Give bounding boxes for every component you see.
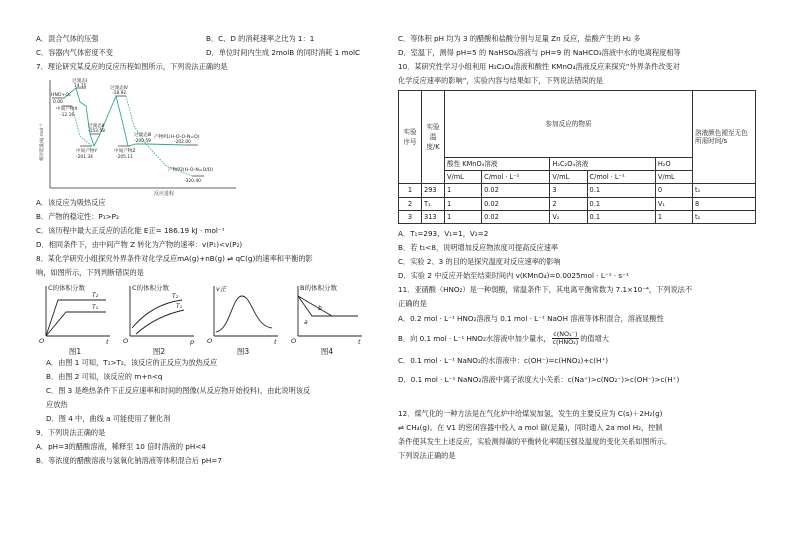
table-header-h2o: H₂O [655, 158, 692, 171]
spacer [398, 389, 768, 409]
q11-option-d: D．0.1 mol · L⁻¹ NaNO₂溶液中离子浓度大小关系：c(Na⁺)>c(NO₂⁻)>c(OH⁻)>c(H⁺) [398, 374, 680, 384]
table-unit-v3: V/mL [655, 171, 692, 184]
q8-fig4-b: b [318, 305, 322, 312]
q7-label-ts1: 过渡态Ⅰ [72, 79, 88, 84]
q8-figures [36, 282, 386, 356]
q6-option-d: D．单位时间内生成 2molB 的同时消耗 1 molC [206, 48, 360, 57]
q7-label-ts2: 过渡态Ⅱ [88, 124, 105, 129]
q8-fig2-ylabel: C的体积分数 [132, 284, 170, 292]
q8-fig3-ylabel: v正 [216, 285, 227, 293]
table-cell: T₁ [422, 197, 445, 210]
table-cell: 2 [550, 197, 587, 210]
table-cell: 293 [422, 184, 445, 197]
q11-fraction-denominator: c(HNO₂) [552, 337, 579, 346]
q8-figure-3 [204, 282, 282, 356]
q8-option-b: B．由图 2 可知，该反应的 m+n<q [46, 372, 163, 382]
table-cell: t₂ [693, 210, 756, 223]
q7-option-a: A．该反应为吸热反应 [36, 198, 106, 207]
table-header-row-1 [399, 91, 756, 158]
q10-option-a: A．T₁=293，V₁=1，V₂=2 [398, 229, 489, 239]
right-column [398, 34, 768, 465]
q7-label-ts2-val: -153.58 [88, 129, 105, 134]
q12-stem-4: 下列说法正确的是 [398, 450, 456, 460]
q8-fig2-t2: T₂ [172, 293, 179, 300]
q8-option-a: A．由图 1 可知，T₁>T₂，该反应的正反应为放热反应 [46, 358, 218, 368]
q11-stem-2: 正确的是 [398, 299, 427, 309]
q8-fig3-caption: 图3 [236, 347, 250, 356]
table-header-kmno4: 酸性 KMnO₄溶液 [445, 158, 550, 171]
q10-option-d: D．实验 2 中反应开始至结束时间内 v(KMnO₄)=0.0025mol · L⁻¹ · s⁻¹ [398, 271, 629, 281]
q12-stem-3: 条件使其发生上述反应，实验测得碳的平衡转化率随压强及温度的变化关系如图所示。 [398, 436, 672, 446]
q7-label-ts3-val: -18.92 [112, 91, 127, 96]
table-unit-c1: C/mol · L⁻¹ [482, 171, 550, 184]
q8-figure-3-plot [204, 282, 282, 346]
q8-fig2-xlabel: p [190, 338, 195, 346]
q9-option-a: A．pH=3的醋酸溶液，稀释至 10 倍时溶液的 pH<4 [36, 442, 206, 452]
q6-option-c: C．容器内气体密度不变 [36, 48, 113, 57]
table-cell: 1 [399, 184, 422, 197]
table-header-no: 实验序号 [399, 91, 422, 184]
q7-label-x-val: -12.16 [60, 113, 75, 118]
q10-option-b: B．若 t₁<8，说明增加反应物浓度可提高反应速率 [398, 243, 559, 253]
table-cell: 0.1 [587, 184, 655, 197]
q10-stem-1: 10．某研究性学习小组利用 H₂C₂O₄溶液和酸性 KMnO₄溶液反应来探究“外界条件改变对 [398, 62, 680, 71]
q6-options-row2 [36, 48, 386, 57]
q11-option-c: C．0.1 mol · L⁻¹ NaNO₂的水溶液中：c(OH⁻)=c(HNO₂)+c(H⁺) [398, 355, 609, 365]
q8-figure-1 [36, 282, 114, 356]
q7-energy-diagram [36, 76, 246, 198]
table-header-time: 溶液颜色褪至无色所需时间/s [693, 91, 756, 184]
table-cell: 0.02 [482, 184, 550, 197]
q7-diagram-xlabel: 反应进程 [154, 191, 175, 197]
q6-option-b: B．C、D 的消耗速率之比为 1：1 [206, 34, 315, 43]
table-header-temp: 实验温度/K [422, 91, 445, 184]
table-cell: 0.1 [587, 197, 655, 210]
q10-stem-2: 化学反应速率的影响”，实验内容与结果如下，下列说法错误的是 [398, 76, 603, 85]
table-unit-c2: C/mol · L⁻¹ [587, 171, 655, 184]
q8-fig2-t1: T₁ [176, 303, 183, 310]
table-unit-v2: V/mL [550, 171, 587, 184]
q12-stem-1: 12．煤气化的一种方法是在气化炉中给煤炭加氢，发生的主要反应为 C(s)＋2H₂(g) [398, 408, 663, 418]
q11-fraction-numerator: c(NO₂⁻) [553, 330, 578, 339]
table-cell: 0.02 [482, 197, 550, 210]
q8-fig1-t1: T₁ [92, 304, 99, 311]
q8-stem-2: 响，如图所示，下列判断错误的是 [36, 268, 144, 277]
q8-fig3-origin: O [207, 337, 213, 345]
q7-label-p1: 产物P1(H-O-O-N=O) [154, 135, 200, 140]
q7-label-y-val: -201.34 [76, 155, 93, 160]
q7-label-x: 中间产物X [56, 107, 78, 112]
q10-experiment-table [398, 90, 756, 224]
table-cell: 1 [655, 210, 692, 223]
table-cell: 2 [399, 197, 422, 210]
q7-label-p1-val: -202.00 [174, 140, 191, 145]
q7-stem: 7．理论研究某反应的反应历程如图所示，下列说法正确的是 [36, 62, 228, 71]
table-header-reagents: 参加反应的物质 [445, 91, 693, 158]
q11-option-b-fraction [552, 331, 580, 345]
q7-diagram-ylabel: 相对能量/kJ·mol⁻¹ [40, 123, 45, 161]
q8-option-c-1: C．图 3 是绝热条件下正反应速率和时间的图像(从反应物开始投料)，由此说明该反 [46, 386, 311, 396]
q8-fig1-t2: T₂ [92, 292, 99, 299]
q7-label-p2-val: -320.40 [184, 179, 201, 184]
q6-options-row1 [36, 34, 386, 43]
q11-option-b-post: 的值增大 [580, 333, 609, 343]
q7-option-d: D．相同条件下，由中间产物 Z 转化为产物的速率：v(P₁)<v(P₂) [36, 240, 243, 249]
q12-stem-2: ⇌ CH₄(g)。在 V1 的密闭容器中投入 a mol 碳(足量)，同时通入 2a mol H₂，控制 [398, 422, 663, 432]
q8-fig4-xlabel: t [358, 338, 361, 346]
table-row [399, 184, 756, 197]
q9-option-d: D．室温下，测得 pH=5 的 NaHSO₄溶液与 pH=9 的 NaHCO₃溶液中水的电离程度相等 [398, 48, 681, 57]
q10-option-c: C．实验 2、3 的目的是探究温度对反应速率的影响 [398, 257, 561, 267]
q8-figure-2-plot [120, 282, 198, 346]
table-cell: t₁ [693, 184, 756, 197]
q7-label-z-val: -205.11 [116, 155, 133, 160]
table-row [399, 197, 756, 210]
q7-label-y: 中间产物Y [76, 149, 98, 154]
table-cell: 8 [693, 197, 756, 210]
q8-fig1-origin: O [39, 337, 45, 345]
q11-option-b [398, 331, 768, 345]
q9-option-c: C．等体积 pH 均为 3 的醋酸和盐酸分别与足量 Zn 反应，盐酸产生的 H₂ 多 [398, 34, 641, 43]
table-unit-v1: V/mL [445, 171, 482, 184]
q8-figure-2 [120, 282, 198, 356]
q8-option-d: D．图 4 中，曲线 a 可能使用了催化剂 [46, 414, 171, 424]
q8-figure-4-plot [288, 282, 366, 346]
q11-stem-1: 11．亚硝酸（HNO₂）是一种弱酸，常温条件下，其电离平衡常数为 7.1×10⁻⁴，下列说法不 [398, 285, 693, 295]
q8-fig2-caption: 图2 [152, 347, 166, 356]
left-column [36, 34, 386, 470]
q11-option-b-pre: B．向 0.1 mol · L⁻¹ HNO₂水溶液中加少量水， [398, 333, 551, 343]
q11-option-a: A．0.2 mol · L⁻¹ HNO₂溶液与 0.1 mol · L⁻¹ NaOH 溶液等体积混合，溶液显酸性 [398, 314, 664, 324]
q8-fig1-xlabel: t [106, 338, 109, 346]
table-cell: 0.1 [587, 210, 655, 223]
q8-figure-4 [288, 282, 366, 356]
table-header-h2c2o4: H₂C₂O₄溶液 [550, 158, 655, 171]
q8-fig3-xlabel: t [274, 338, 277, 346]
table-cell: 3 [399, 210, 422, 223]
q8-fig4-caption: 图4 [320, 347, 334, 356]
q8-fig2-origin: O [123, 337, 129, 345]
q7-option-c: C．该历程中最大正反应的活化能 E正= 186.19 kJ · mol⁻¹ [36, 226, 225, 235]
q9-option-b: B．等浓度的醋酸溶液与氢氧化钠溶液等体积混合后 pH=7 [36, 456, 222, 466]
q8-stem-1: 8．某化学研究小组探究外界条件对化学反应mA(g)+nB(g) ⇌ qC(g)的速率和平衡的影 [36, 254, 313, 263]
q8-option-c-2: 应放热 [46, 400, 68, 410]
q9-stem: 9．下列说法正确的是 [36, 428, 106, 438]
table-cell: 1 [445, 210, 482, 223]
q8-fig4-origin: O [291, 337, 297, 345]
table-cell: 1 [445, 184, 482, 197]
table-cell: V₂ [550, 210, 587, 223]
q7-label-ts4: 过渡态Ⅲ [134, 133, 151, 138]
table-cell: V₁ [655, 197, 692, 210]
table-cell: 313 [422, 210, 445, 223]
q7-label-start-val: 0.00 [53, 100, 63, 105]
q7-label-ts1-val: 14.15 [74, 84, 87, 89]
q8-fig4-a: a [304, 319, 308, 326]
q7-label-ts4-val: -200.59 [134, 139, 151, 144]
table-cell: 0.02 [482, 210, 550, 223]
q8-figure-1-plot [36, 282, 114, 346]
q7-option-b: B．产物的稳定性：P₁>P₂ [36, 212, 119, 221]
table-cell: 3 [550, 184, 587, 197]
table-cell: 0 [655, 184, 692, 197]
q7-label-ts3: 过渡态Ⅳ [110, 86, 129, 91]
q8-fig1-ylabel: C的体积分数 [48, 284, 86, 292]
q7-label-start: HNO+O₂ [51, 93, 71, 98]
q7-label-z: 中间产物Z [114, 149, 136, 154]
table-row [399, 210, 756, 223]
q6-option-a: A．混合气体的压强 [36, 34, 99, 43]
q8-fig1-caption: 图1 [68, 347, 82, 356]
q7-label-p2: 产物P2(H-O-N=O/O) [168, 168, 214, 173]
table-cell: 1 [445, 197, 482, 210]
q8-fig4-ylabel: B的体积分数 [300, 284, 337, 292]
